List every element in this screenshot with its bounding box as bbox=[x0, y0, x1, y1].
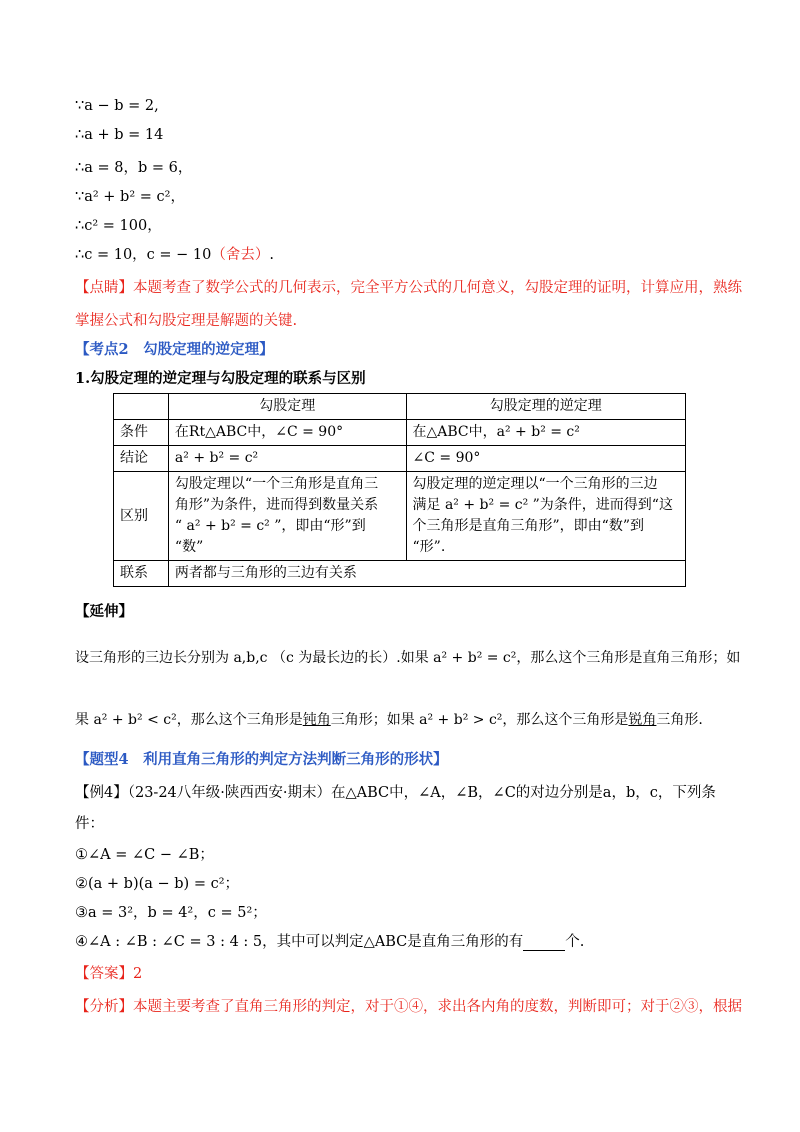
table-row bbox=[114, 394, 686, 420]
yanshen-paragraph-2 bbox=[75, 709, 703, 729]
condition-2: ②(a + b)(a − b) = c²； bbox=[75, 876, 240, 892]
dianjing-text-1: 本题考查了数学公式的几何表示，完全平方公式的几何意义，勾股定理的证明，计算应用，熟练 bbox=[133, 280, 742, 296]
section-heading: 1.勾股定理的逆定理与勾股定理的联系与区别 bbox=[75, 370, 366, 387]
table-cell: a² + b² = c² bbox=[168, 446, 406, 472]
example-line-2: 件： bbox=[75, 816, 104, 832]
comparison-table bbox=[113, 393, 686, 587]
yanshen-label: 【延伸】 bbox=[75, 603, 133, 620]
proof-line-5: ∴c² = 100， bbox=[75, 218, 162, 234]
cell-line: 勾股定理以“一个三角形是直角三 bbox=[174, 476, 379, 492]
yanshen-p2-a: 果 a² + b² < c²，那么这个三角形是 bbox=[75, 712, 303, 728]
answer-value: 2 bbox=[133, 966, 143, 982]
proof-line-6-main: ∴c = 10，c = − 10 bbox=[75, 247, 212, 263]
table-header: 勾股定理的逆定理 bbox=[406, 394, 686, 420]
yanshen-obtuse: 钝角 bbox=[302, 712, 331, 728]
table-row bbox=[114, 446, 686, 472]
example-line-1: 【例4】（23-24八年级·陕西西安·期末）在△ABC中，∠A，∠B，∠C的对边分别是a，b，c，下列条 bbox=[75, 785, 716, 801]
dianjing-label: 【点睛】 bbox=[75, 280, 133, 296]
cell-line: 勾股定理的逆定理以“一个三角形的三边 bbox=[412, 476, 658, 492]
tixing-heading: 【题型4 利用直角三角形的判定方法判断三角形的形状】 bbox=[75, 751, 448, 768]
table-cell-label: 结论 bbox=[114, 446, 169, 472]
dianjing-line-2: 掌握公式和勾股定理是解题的关键. bbox=[75, 313, 298, 329]
condition-4 bbox=[75, 930, 584, 951]
condition-4-end: 个. bbox=[565, 934, 585, 950]
table-cell-label: 联系 bbox=[114, 561, 169, 587]
table-cell: ∠C = 90° bbox=[406, 446, 686, 472]
table-header: 勾股定理 bbox=[168, 394, 406, 420]
dianjing-line-1 bbox=[75, 276, 742, 297]
proof-line-3: ∴a = 8，b = 6， bbox=[75, 160, 193, 176]
proof-line-6-note: （舍去） bbox=[211, 247, 270, 263]
proof-line-2: ∴a + b = 14 bbox=[75, 127, 164, 143]
table-cell: 两者都与三角形的三边有关系 bbox=[168, 561, 685, 587]
yanshen-p2-c: 三角形；如果 a² + b² > c²，那么这个三角形是 bbox=[330, 712, 629, 728]
cell-line: “形”. bbox=[412, 539, 446, 555]
table-cell bbox=[406, 472, 686, 561]
table-cell-empty bbox=[114, 394, 169, 420]
cell-line: 满足 a² + b² = c² ”为条件，进而得到“这 bbox=[412, 497, 673, 513]
proof-line-6-end: . bbox=[269, 247, 274, 263]
table-cell bbox=[168, 472, 406, 561]
table-cell-label: 条件 bbox=[114, 420, 169, 446]
condition-3: ③a = 3²，b = 4²，c = 5²； bbox=[75, 905, 267, 921]
table-row bbox=[114, 561, 686, 587]
table-row bbox=[114, 420, 686, 446]
proof-line-4: ∵a² + b² = c²， bbox=[75, 189, 185, 205]
condition-4-text: ④∠A : ∠B : ∠C = 3 : 4 : 5，其中可以判定△ABC是直角三角形的有 bbox=[75, 934, 524, 950]
answer-blank bbox=[523, 936, 565, 951]
table-row bbox=[114, 472, 686, 561]
yanshen-paragraph-1: 设三角形的三边长分别为 a,b,c （c 为最长边的长）.如果 a² + b² = c²，那么这个三角形是直角三角形；如 bbox=[75, 650, 741, 666]
table-cell: 在Rt△ABC中，∠C = 90° bbox=[168, 420, 406, 446]
yanshen-p2-e: 三角形. bbox=[656, 712, 703, 728]
kaodian-heading: 【考点2 勾股定理的逆定理】 bbox=[75, 341, 274, 358]
table-cell: 在△ABC中，a² + b² = c² bbox=[406, 420, 686, 446]
proof-line-1: ∵a − b = 2, bbox=[75, 98, 159, 114]
answer-line bbox=[75, 962, 142, 983]
cell-line: 角形”为条件，进而得到数量关系 bbox=[174, 497, 379, 513]
analysis-text: 本题主要考查了直角三角形的判定，对于①④，求出各内角的度数，判断即可；对于②③，根据 bbox=[133, 999, 742, 1015]
analysis-line bbox=[75, 995, 742, 1016]
yanshen-acute: 锐角 bbox=[628, 712, 657, 728]
proof-line-6 bbox=[75, 243, 274, 264]
cell-line: “数” bbox=[174, 539, 204, 555]
condition-1: ①∠A = ∠C − ∠B； bbox=[75, 847, 214, 863]
answer-label: 【答案】 bbox=[75, 966, 133, 982]
cell-line: “ a² + b² = c² ”，即由“形”到 bbox=[174, 518, 366, 534]
table-cell-label: 区别 bbox=[114, 472, 169, 561]
analysis-label: 【分析】 bbox=[75, 999, 133, 1015]
cell-line: 个三角形是直角三角形”，即由“数”到 bbox=[412, 518, 644, 534]
